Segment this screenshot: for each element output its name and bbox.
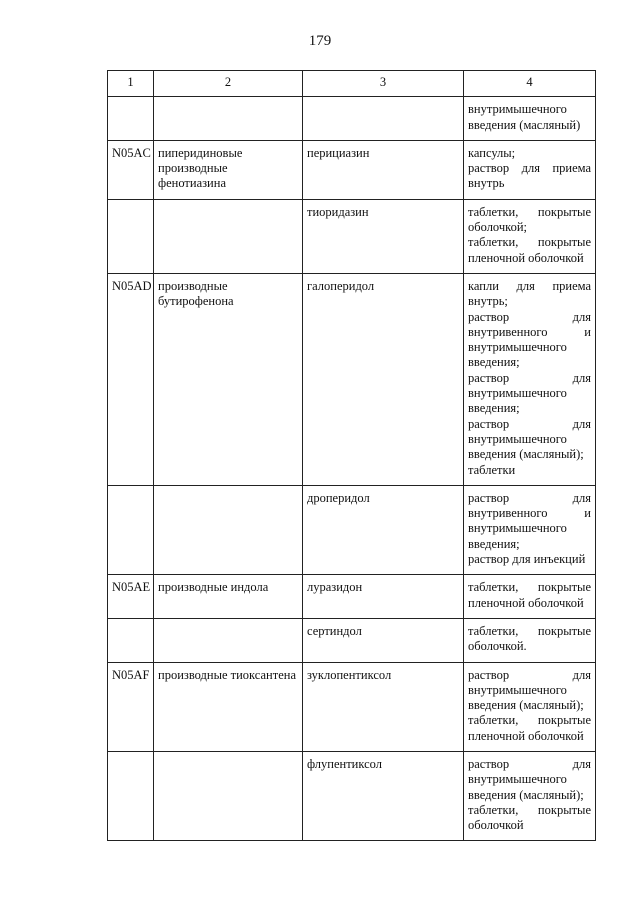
atc-code-cell <box>108 751 154 840</box>
dosage-forms-cell <box>464 575 596 619</box>
table-row <box>108 575 596 619</box>
dosage-form: таблетки, покрытые пленочной оболочкой <box>468 235 591 265</box>
dosage-form: таблетки, покрытые оболочкой; <box>468 204 591 235</box>
drug-table <box>107 70 596 841</box>
dosage-forms-cell <box>464 618 596 662</box>
dosage-forms-cell <box>464 751 596 840</box>
table-row <box>108 751 596 840</box>
drug-name-cell: зуклопентиксол <box>303 662 464 751</box>
dosage-forms-cell <box>464 273 596 485</box>
group-name-cell: производные индола <box>154 575 303 619</box>
atc-code-cell: N05AE <box>108 575 154 619</box>
atc-code-cell <box>108 97 154 141</box>
group-name-cell <box>154 97 303 141</box>
dosage-form: раствор для внутримышечного введения (масляный); <box>468 667 591 713</box>
drug-name-cell: сертиндол <box>303 618 464 662</box>
column-header: 2 <box>154 71 303 97</box>
atc-code-cell <box>108 199 154 273</box>
table-row <box>108 662 596 751</box>
column-header: 1 <box>108 71 154 97</box>
group-name-cell <box>154 751 303 840</box>
group-name-cell <box>154 485 303 574</box>
dosage-form: внутримышечного введения (масляный) <box>468 102 581 132</box>
dosage-form: таблетки <box>468 462 516 477</box>
drug-name-cell: перициазин <box>303 140 464 199</box>
atc-code-cell: N05AC <box>108 140 154 199</box>
table-row <box>108 199 596 273</box>
dosage-form: раствор для приема внутрь <box>468 161 591 191</box>
dosage-form: раствор для инъекций <box>468 552 586 567</box>
dosage-forms-cell <box>464 662 596 751</box>
group-name-cell: производные тиоксантена <box>154 662 303 751</box>
atc-code-cell: N05AD <box>108 273 154 485</box>
atc-code-cell <box>108 618 154 662</box>
dosage-form: раствор для внутривенного и внутримышечного введения; <box>468 490 591 551</box>
dosage-form: раствор для внутримышечного введения (масляный); <box>468 756 591 802</box>
dosage-form: капли для приема внутрь; <box>468 278 591 309</box>
dosage-forms-cell <box>464 199 596 273</box>
dosage-form: таблетки, покрытые пленочной оболочкой <box>468 713 591 743</box>
drug-name-cell: дроперидол <box>303 485 464 574</box>
dosage-forms-cell <box>464 485 596 574</box>
column-header: 3 <box>303 71 464 97</box>
dosage-forms-cell <box>464 140 596 199</box>
atc-code-cell: N05AF <box>108 662 154 751</box>
table-row <box>108 140 596 199</box>
group-name-cell <box>154 199 303 273</box>
dosage-form: таблетки, покрытые пленочной оболочкой <box>468 580 591 610</box>
drug-name-cell: флупентиксол <box>303 751 464 840</box>
drug-name-cell: тиоридазин <box>303 199 464 273</box>
dosage-form: таблетки, покрытые оболочкой. <box>468 623 591 654</box>
page-number: 179 <box>308 33 332 49</box>
dosage-form: раствор для внутривенного и внутримышечного введения; <box>468 309 591 370</box>
table-row <box>108 485 596 574</box>
table-row <box>108 97 596 141</box>
group-name-cell: пиперидиновые производные фенотиазина <box>154 140 303 199</box>
table-header-row <box>108 71 596 97</box>
dosage-form: таблетки, покрытые оболочкой <box>468 802 591 833</box>
drug-name-cell <box>303 97 464 141</box>
dosage-forms-cell <box>464 97 596 141</box>
atc-code-cell <box>108 485 154 574</box>
drug-name-cell: луразидон <box>303 575 464 619</box>
table-row <box>108 273 596 485</box>
group-name-cell <box>154 618 303 662</box>
dosage-form: раствор для внутримышечного введения; <box>468 370 591 416</box>
dosage-form: капсулы; <box>468 145 516 160</box>
drug-name-cell: галоперидол <box>303 273 464 485</box>
table-row <box>108 618 596 662</box>
column-header: 4 <box>464 71 596 97</box>
dosage-form: раствор для внутримышечного введения (масляный); <box>468 416 591 462</box>
group-name-cell: производные бутирофенона <box>154 273 303 485</box>
